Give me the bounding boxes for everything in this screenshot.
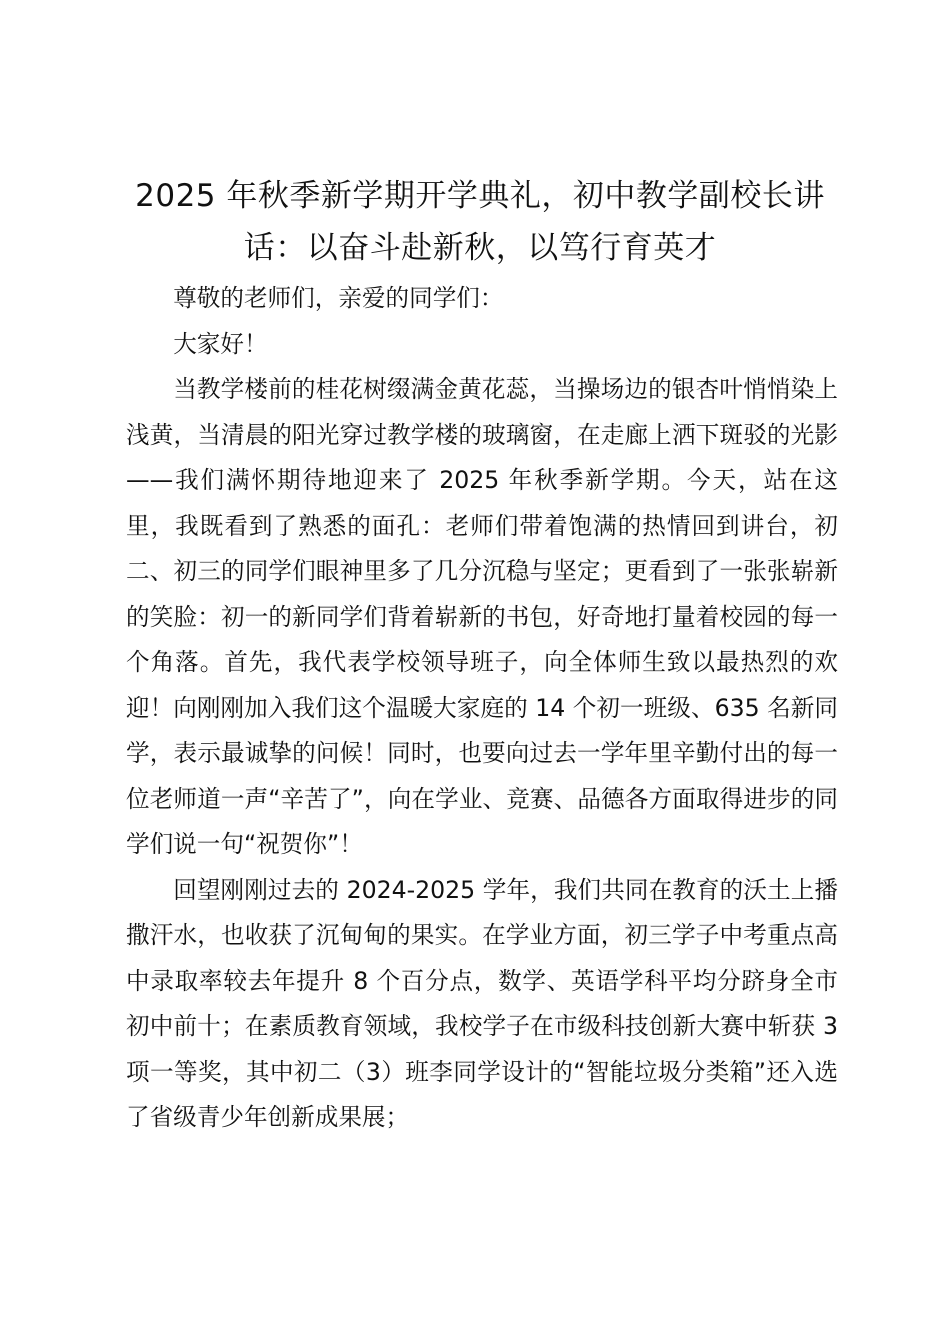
- document-title: 2025 年秋季新学期开学典礼，初中教学副校长讲话：以奋斗赴新秋，以笃行育英才: [135, 178, 825, 266]
- salutation-paragraph: 尊敬的老师们，亲爱的同学们：: [173, 284, 504, 312]
- body-paragraph: 当教学楼前的桂花树缀满金黄花蕊，当操场边的银杏叶悄悄染上浅黄，当清晨的阳光穿过教学楼的玻璃窗，在走廊上洒下斑驳的光影——我们满怀期待地迎来了 2025 年秋季新学期。今天，站在这里，我既看到了熟悉的面孔：老师们带着饱满的热情回到讲台，初二、初三的同学们眼神里多了几分沉稳与坚定；更看到了一张张崭新的笑脸：初一的新同学们背着崭新的书包，好奇地打量着校园的每一个角落。首先，我代表学校领导班子，向全体师生致以最热烈的欢迎！向刚刚加入我们这个温暖大家庭的 14 个初一班级、635 名新同学，表示最诚挚的问候！同时，也要向过去一学年里辛勤付出的每一位老师道一声“辛苦了”，向在学业、竞赛、品德各方面取得进步的同学们说一句“祝贺你”！: [126, 375, 838, 858]
- body-paragraph: 回望刚刚过去的 2024-2025 学年，我们共同在教育的沃土上播撒汗水，也收获了沉甸甸的果实。在学业方面，初三学子中考重点高中录取率较去年提升 8 个百分点，数学、英语学科平均分跻身全市初中前十；在素质教育领域，我校学子在市级科技创新大赛中斩获 3 项一等奖，其中初二（3）班李同学设计的“智能垃圾分类箱”还入选了省级青少年创新成果展；: [126, 875, 838, 1131]
- document-body: [126, 276, 838, 1141]
- greeting-paragraph: 大家好！: [173, 329, 268, 358]
